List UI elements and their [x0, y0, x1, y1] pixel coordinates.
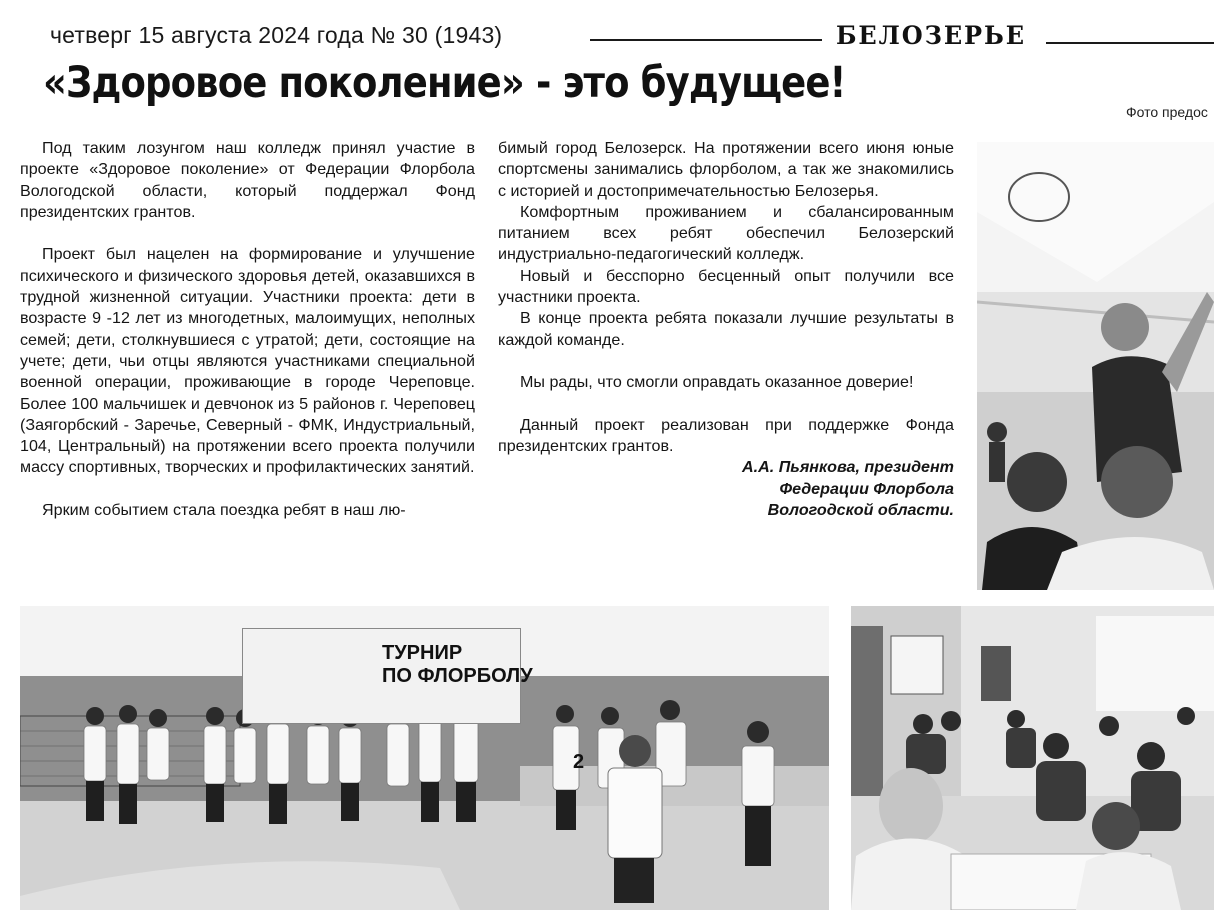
- header-rule-left: [590, 39, 822, 41]
- paragraph: Мы рады, что смогли оправдать оказанное доверие!: [520, 373, 914, 392]
- jersey-number: 2: [573, 751, 585, 773]
- paragraph: Новый и бесспорно бесценный опыт получили все участники проекта.: [498, 266, 954, 307]
- paragraph: Под таким лозунгом наш колледж принял участие в проекте «Здоровое поколение» от Федерации Флорбола Вологодской области, который поддержал Фонд президентских грантов.: [20, 139, 475, 221]
- header-rule-right: [1046, 42, 1214, 44]
- paragraph: Проект был нацелен на формирование и улучшение психического и физического здоровья детей, оказавшихся в трудной жизненной ситуации. Участники проекта: дети в возрасте 9 -12 лет из многодетных, малоимущих, неполных семей; дети, столкнувшиеся с утратой; дети, состоящие на учете; дети, чьи отцы являются участниками специальной военной операции, проживающие в городе Череповце. Более 100 мальчишек и девчонок из 5 районов г. Череповец (Заягорбский - Заречье, Северный - ФМК, Индустриальный, 104, Центральный) на протяжении всего проекта получили массу спортивных, творческих и профилактических занятий.: [20, 245, 475, 477]
- signature-line-1: А.А. Пьянкова, президент: [742, 458, 954, 477]
- signature-line-2: Федерации Флорбола: [779, 479, 954, 498]
- issue-dateline: четверг 15 августа 2024 года № 30 (1943): [50, 22, 503, 48]
- newspaper-name: БЕЛОЗЕРЬЕ: [836, 21, 1026, 50]
- banner-title-line-1: ТУРНИР: [382, 642, 463, 664]
- photo-gym-coach: [977, 142, 1214, 590]
- paragraph: Данный проект реализован при поддержке Фонда президентских грантов.: [498, 415, 954, 456]
- banner-title: [382, 642, 533, 688]
- article-headline: «Здоровое поколение» - это будущее!: [43, 58, 846, 108]
- paragraph: Комфортным проживанием и сбалансированным питанием всех ребят обеспечил Белозерский индустриально-педагогический колледж.: [498, 202, 954, 264]
- paragraph: Ярким событием стала поездка ребят в наш лю-: [42, 501, 406, 520]
- photo-canteen: [851, 606, 1214, 910]
- signature-line-3: Вологодской области.: [767, 501, 954, 520]
- paragraph: бимый город Белозерск. На протяжении всего июня юные спортсмены занимались флорболом, а так же знакомились с историей и достопримечательностью Белозерья.: [498, 139, 954, 200]
- paragraph: В конце проекта ребята показали лучшие результаты в каждой команде.: [498, 309, 954, 349]
- banner-title-line-2: ПО ФЛОРБОЛУ: [382, 665, 533, 687]
- article-column-1: [20, 138, 475, 521]
- article-column-2: [498, 138, 954, 521]
- photo-credit: Фото предос: [1126, 104, 1208, 120]
